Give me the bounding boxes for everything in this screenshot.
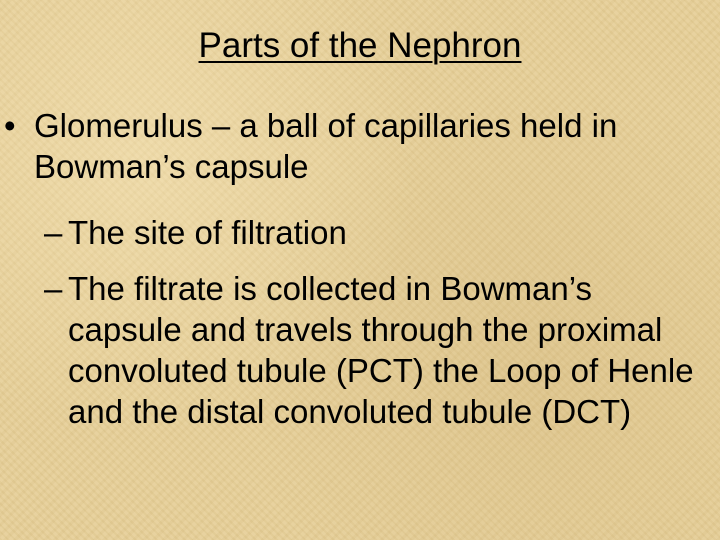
sub-bullet-text: The site of filtration — [68, 214, 347, 251]
sub-bullet-text: The filtrate is collected in Bowman’s capsule and travels through the proximal convoluted tubule (PCT) the Loop of Henle and the distal convoluted tubule (DCT) — [68, 270, 694, 430]
sub-bullet-marker: – — [44, 270, 63, 307]
sub-bullet-item — [44, 212, 714, 253]
slide-title: Parts of the Nephron — [198, 26, 522, 65]
bullet-marker: • — [4, 107, 16, 144]
sub-bullet-item — [44, 268, 714, 432]
bullet-item — [4, 105, 714, 187]
sub-bullet-marker: – — [44, 214, 63, 251]
bullet-text: Glomerulus – a ball of capillaries held in Bowman’s capsule — [34, 107, 618, 185]
